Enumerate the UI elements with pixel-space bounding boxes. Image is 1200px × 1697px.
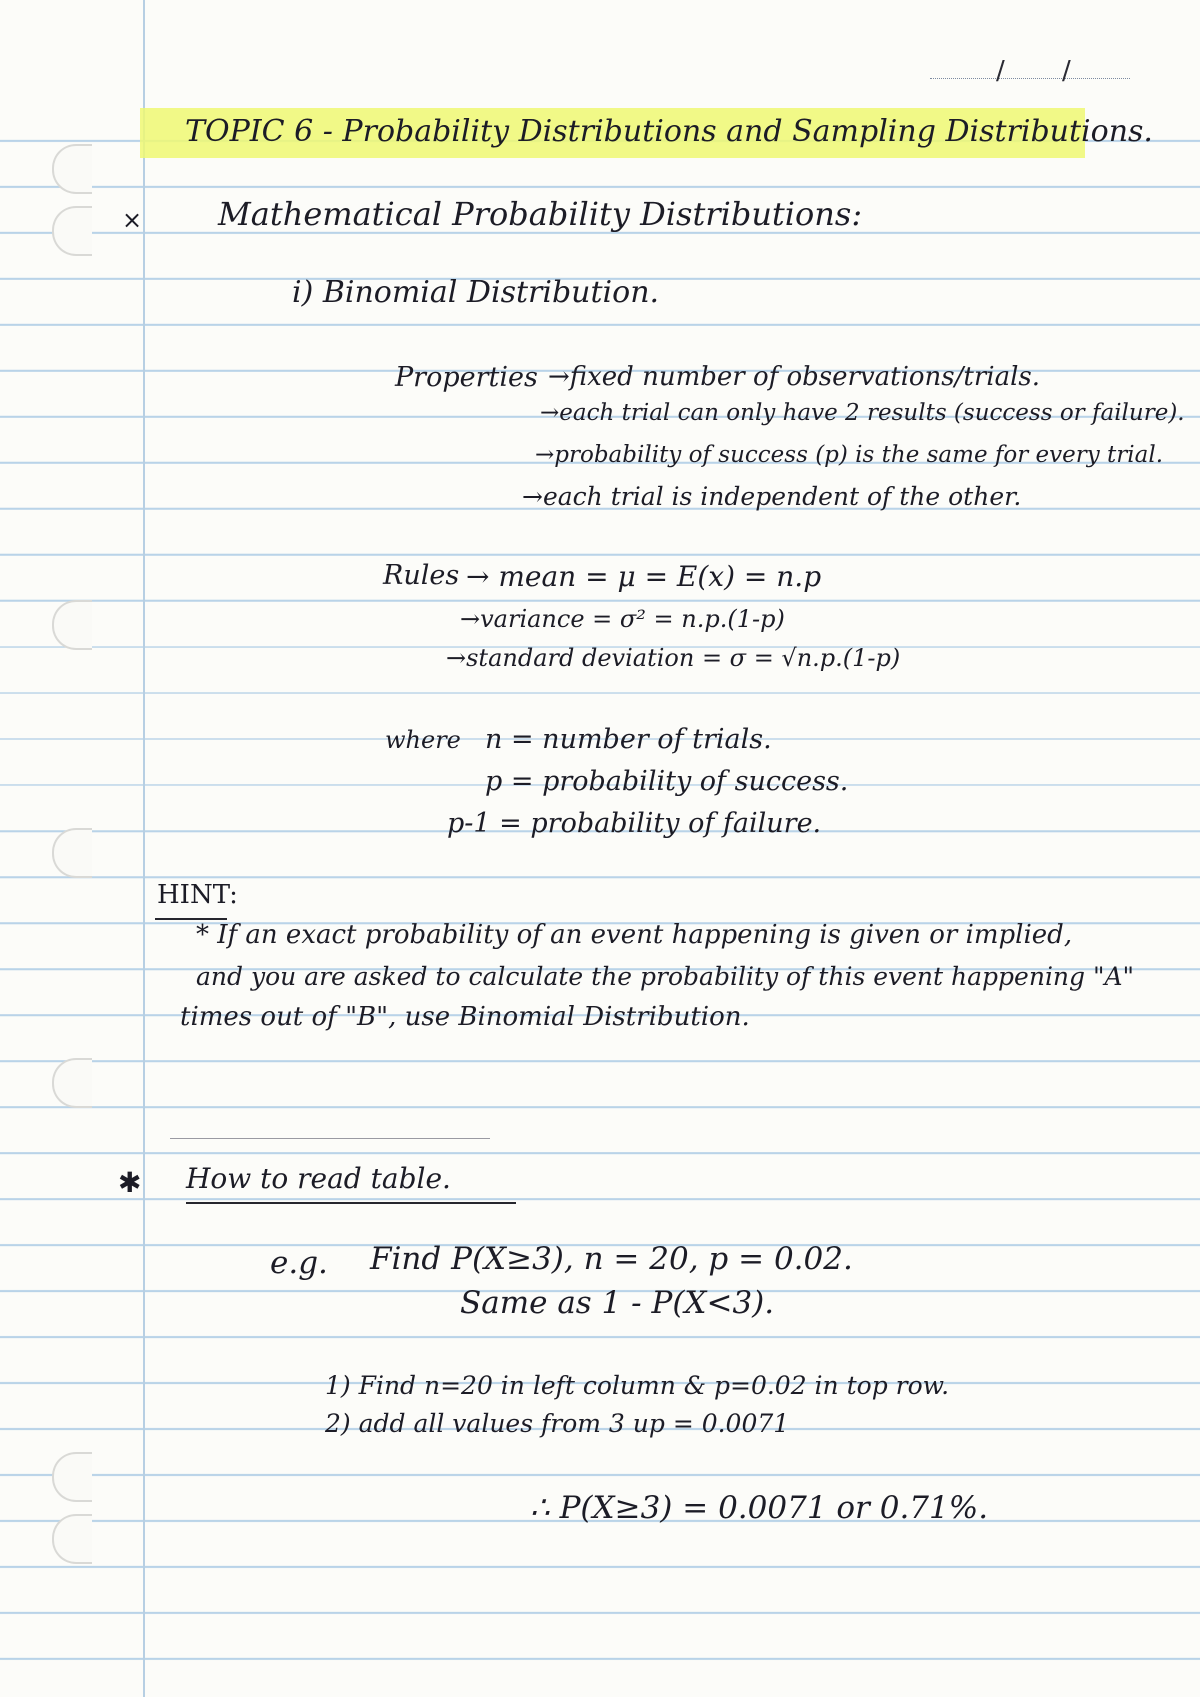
hint-label: HINT: <box>157 880 238 910</box>
conclusion: ∴ P(X≥3) = 0.0071 or 0.71%. <box>530 1490 989 1526</box>
hint-text: * If an exact probability of an event happening is given or implied, <box>196 920 1073 950</box>
definition-item: p-1 = probability of failure. <box>447 808 822 839</box>
cross-mark: × <box>122 206 143 234</box>
table-heading-underline <box>186 1202 516 1204</box>
step-item: 1) Find n=20 in left column & p=0.02 in top row. <box>325 1371 950 1400</box>
section-divider <box>170 1138 490 1139</box>
rule-item: → mean = μ = E(x) = n.p <box>466 560 822 593</box>
binder-hole <box>52 1452 92 1502</box>
binder-hole <box>52 1514 92 1564</box>
property-item: →each trial is independent of the other. <box>522 482 1022 511</box>
rule-item: →standard deviation = σ = √n.p.(1-p) <box>446 644 901 672</box>
paper-header-area <box>0 0 1200 118</box>
hint-text: and you are asked to calculate the probability of this event happening "A" <box>196 962 1135 991</box>
binder-hole <box>52 600 92 650</box>
definition-item: n = number of trials. <box>485 724 772 755</box>
binder-hole <box>52 828 92 878</box>
rule-item: →variance = σ² = n.p.(1-p) <box>460 605 785 633</box>
star-mark: ✱ <box>118 1166 142 1199</box>
step-item: 2) add all values from 3 up = 0.0071 <box>325 1409 790 1438</box>
subsection-title: i) Binomial Distribution. <box>292 275 660 310</box>
definition-item: p = probability of success. <box>485 766 849 797</box>
binder-hole <box>52 206 92 256</box>
example-label: e.g. <box>270 1245 328 1281</box>
date-separator: / <box>1062 56 1071 86</box>
margin-line <box>143 0 145 1697</box>
property-item: →each trial can only have 2 results (success or failure). <box>540 400 1185 426</box>
where-label: where <box>385 726 461 754</box>
binder-hole <box>52 144 92 194</box>
example-line: Same as 1 - P(X<3). <box>460 1285 775 1321</box>
binder-hole <box>52 1058 92 1108</box>
page-title: TOPIC 6 - Probability Distributions and Sampling Distributions. <box>185 114 1153 149</box>
property-item: →fixed number of observations/trials. <box>548 362 1041 392</box>
date-separator: / <box>996 56 1005 86</box>
section-heading: Mathematical Probability Distributions: <box>218 195 863 233</box>
date-field <box>930 78 1130 79</box>
properties-label: Properties <box>395 362 538 393</box>
table-heading: How to read table. <box>186 1162 451 1195</box>
rules-label: Rules <box>383 560 460 591</box>
example-line: Find P(X≥3), n = 20, p = 0.02. <box>370 1241 853 1277</box>
hint-text: times out of "B", use Binomial Distribution. <box>180 1002 750 1032</box>
property-item: →probability of success (p) is the same for every trial. <box>535 442 1164 468</box>
